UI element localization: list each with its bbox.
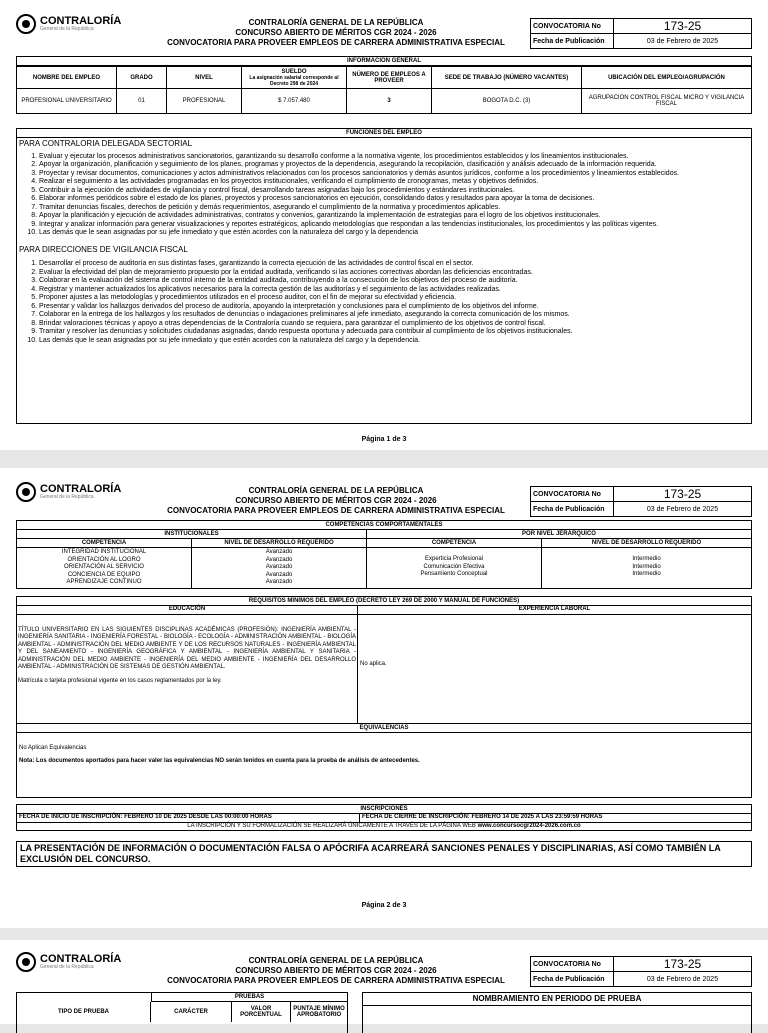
col-nivel: NIVEL [167, 67, 242, 89]
inscripcion-cierre: FECHA DE CIERRE DE INSCRIPCIÓN: FEBRERO 14 DE 2025 A LAS 23:59:59 HORAS [362, 814, 603, 820]
col-sueldo [242, 67, 347, 89]
nombramiento-title: NOMBRAMIENTO EN PERIODO DE PRUEBA [363, 993, 751, 1006]
header-title-2: CONCURSO ABIERTO DE MÉRITOS CGR 2024 - 2026 [235, 966, 437, 975]
col-nivel: NIVEL DE DESARROLLO REQUERIDO [542, 539, 752, 548]
convocatoria-label: CONVOCATORIA No [531, 957, 614, 971]
inscripcion-nota-text: LA INSCRIPCIÓN Y SU FORMALIZACIÓN SE REALIZARÁ ÚNICAMENTE A TRAVÉS DE LA PÁGINA WEB [187, 822, 478, 829]
logo-subtitle: General de la República [40, 963, 94, 970]
col-valor: VALOR PORCENTUAL [232, 1002, 291, 1022]
inscripcion-inicio: FECHA DE INICIO DE INSCRIPCIÓN: FEBRERO 10 DE 2025 DESDE LAS 00:00:00 HORAS [17, 814, 360, 822]
fecha-label: Fecha de Publicación [531, 972, 614, 986]
header-title-1: CONTRALORÍA GENERAL DE LA REPÚBLICA [248, 18, 424, 27]
list-item: 3. Colaborar en la evaluación del sistema de control interno de la entidad auditada, contribuyendo a la consecución de los objetivos del proceso de auditoría. [39, 277, 749, 286]
page-1 [0, 0, 768, 450]
cell-nombre: PROFESIONAL UNIVERSITARIO [17, 89, 117, 113]
list-item: 8. Apoyar la planificación y ejecución de actividades administrativas, contratos y convenios, garantizando la implementación de estrategias para el logro de los objetivos institucionales. [39, 212, 749, 221]
fecha-value: 03 de Febrero de 2025 [646, 505, 719, 513]
list-item: Avanzado [265, 564, 293, 570]
header-title-3: CONVOCATORIA PARA PROVEER EMPLEOS DE CARRERA ADMINISTRATIVA ESPECIAL [167, 506, 505, 515]
info-table [17, 66, 751, 113]
logo-emblem-icon [16, 14, 36, 34]
header-title-3: CONVOCATORIA PARA PROVEER EMPLEOS DE CARRERA ADMINISTRATIVA ESPECIAL [167, 976, 505, 985]
list-item: Comunicación Efectiva [423, 563, 485, 570]
inscripcion-url-link[interactable]: www.concursocgr2024-2026.com.co [477, 822, 581, 829]
col-puntaje: PUNTAJE MÍNIMO APROBATORIO [293, 1006, 345, 1018]
list-item: 4. Registrar y mantener actualizados los aplicativos necesarios para la correcta gestión de las auditorías y el seguimiento de las actividades realizadas. [39, 286, 749, 295]
list-item: 1. Evaluar y ejecutar los procesos administrativos sancionatorios, garantizando su desarrollo conforme a la normativa vigente, los procedimientos establecidos y los lineamientos institucionales. [39, 153, 749, 162]
col-competencia: COMPETENCIA [17, 539, 192, 548]
informacion-general [16, 56, 752, 114]
jer-title: POR NIVEL JERÁRQUICO [367, 530, 752, 539]
col-sueldo-note: La asignación salarial corresponde al Decreto 298 de 2024 [249, 74, 339, 87]
inscripcion-nota [17, 823, 751, 831]
page-number-2: Página 2 de 3 [361, 902, 407, 909]
list-item: 6. Elaborar informes periódicos sobre el estado de los planes, proyectos y procesos sancionatorios en ejecución, consolidando datos y resultados para apoyar la toma de decisiones. [39, 195, 749, 204]
page-header [16, 474, 752, 514]
header-title [136, 18, 536, 48]
list-item: 9. Tramitar y resolver las denuncias y solicitudes ciudadanas asignadas, dando respuesta oportuna y adecuada para contribuir al cumplimiento de los objetivos institucionales. [39, 328, 749, 337]
col-tipo: TIPO DE PRUEBA [17, 1002, 151, 1022]
requisitos-minimos [16, 596, 752, 798]
list-item: Avanzado [265, 571, 293, 578]
pruebas-headers [17, 1002, 347, 1022]
list-item: APRENDIZAJE CONTINUO [66, 579, 142, 585]
list-item: 1. Desarrollar el proceso de auditoría en sus distintas fases, garantizando la correcta ejecución de las actividades de control fiscal en el sector. [39, 260, 749, 269]
funciones-content [17, 140, 751, 345]
cell-sueldo: $ 7.057.480 [242, 89, 347, 113]
list-item: 6. Presentar y validar los hallazgos derivados del proceso de auditoría, apoyando la interpretación y conclusiones para el cumplimiento de los objetivos del informe. [39, 303, 749, 312]
header-title-2: CONCURSO ABIERTO DE MÉRITOS CGR 2024 - 2026 [235, 28, 437, 37]
cell-sede: BOGOTA D.C. (3) [432, 89, 582, 113]
page-2 [0, 468, 768, 928]
list-item: Avanzado [265, 556, 293, 563]
cell-ubicacion: AGRUPACION CONTROL FISCAL MICRO Y VIGILANCIA FISCAL [582, 89, 752, 113]
pruebas-table [16, 992, 348, 1033]
list-item: Avanzado [265, 579, 293, 585]
list-item: 10. Las demás que le sean asignadas por su jefe inmediato y que estén acordes con la naturaleza del cargo y la dependencia. [39, 337, 749, 346]
competencias-comportamentales [16, 520, 752, 589]
col-nombre: NOMBRE DEL EMPLEO [17, 67, 117, 89]
list-item: 3. Proyectar y revisar documentos, comunicaciones y actos administrativos relacionados con los procesos sancionatorios y demás asuntos jurídicos, conforme a los procedimientos y lineamientos establecidos. [39, 170, 749, 179]
col-ubicacion: UBICACIÓN DEL EMPLEO/AGRUPACIÓN [582, 67, 752, 89]
convocatoria-number: 173-25 [663, 957, 702, 971]
list-item: Intermedio [632, 556, 661, 562]
inscripciones-title: INSCRIPCIONES [17, 805, 751, 814]
funciones-sec2-list [19, 260, 749, 345]
inst-niveles [192, 548, 367, 588]
convocatoria-number: 173-25 [663, 487, 702, 501]
contraloria-logo [16, 952, 121, 972]
warning-falsedad: LA PRESENTACIÓN DE INFORMACIÓN O DOCUMENTACIÓN FALSA O APÓCRIFA ACARREARÁ SANCIONES PENALES Y DISCIPLINARIAS, ASÍ COMO TAMBIÉN LA EXCLUSIÓN DEL CONCURSO. [16, 841, 752, 867]
col-sede: SEDE DE TRABAJO (NÚMERO VACANTES) [432, 67, 582, 89]
list-item: Experticia Profesional [424, 556, 484, 562]
list-item: Intermedio [632, 571, 661, 577]
list-item: CONCIENCIA DE EQUIPO [67, 571, 141, 578]
header-title-2: CONCURSO ABIERTO DE MÉRITOS CGR 2024 - 2026 [235, 496, 437, 505]
header-title-1: CONTRALORÍA GENERAL DE LA REPÚBLICA [248, 956, 424, 965]
logo-emblem-icon [16, 482, 36, 502]
educacion-title: EDUCACIÓN [17, 606, 358, 614]
matricula-text: Matrícula o tarjeta profesional vigente en los casos reglamentados por la ley. [18, 677, 222, 684]
requisitos-body [17, 615, 751, 724]
col-numero: NÚMERO DE EMPLEOS A PROVEER [347, 67, 432, 89]
list-item: 5. Proponer ajustes a las metodologías y procedimientos utilizados en el proceso auditor, con el fin de mejorar su efectividad y eficiencia. [39, 294, 749, 303]
equivalencias-content [17, 733, 751, 766]
fecha-label: Fecha de Publicación [531, 502, 614, 516]
list-item: INTEGRIDAD INSTITUCIONAL [61, 549, 147, 555]
table-row [17, 89, 751, 113]
header-title-1: CONTRALORÍA GENERAL DE LA REPÚBLICA [248, 486, 424, 495]
nombramiento-box [362, 992, 752, 1033]
list-item: 2. Evaluar la efectividad del plan de mejoramiento propuesto por la entidad auditada, verificando si las acciones correctivas abordan las deficiencias encontradas. [39, 269, 749, 278]
col-sueldo-label: SUELDO [281, 68, 307, 75]
cell-grado: 01 [117, 89, 167, 113]
educacion-text: TÍTULO UNIVERSITARIO EN LAS SIGUIENTES DISCIPLINAS ACADÉMICAS (PROFESIÓN): INGENIERÍA AMBIENTAL - INGENIERÍA SANITARIA - INGENIERÍA FORESTAL - BIOLOGÍA - ECOLOGÍA - ADMINISTRACIÓN AMBIENTAL - BIOLOGÍA AMBIENTAL - ADMINISTRACIÓN DEL MEDIO AMBIENTE Y DE LOS RECURSOS NATURALES - INGENIERÍA AMBIENTAL Y DEL SANEAMIENTO - INGENIERÍA GEOGRÁFICA Y AMBIENTAL - INGENIERÍA AMBIENTAL Y SANITARIA - ADMINISTRACIÓN DEL MEDIO AMBIENTE - INGENIERÍA DEL MEDIO AMBIENTE - INGENIERÍA DEL DESARROLLO AMBIENTAL - ADMINISTRACIÓN DE SISTEMAS DE GESTIÓN AMBIENTAL. [18, 626, 356, 670]
list-item: 2. Apoyar la organización, planificación y seguimiento de los planes, programas y proyectos de la dependencia, asegurando la recopilación, clasificación y análisis adecuado de la información requerida. [39, 161, 749, 170]
col-caracter: CARÁCTER [151, 1002, 232, 1022]
logo-name: CONTRALORÍA [40, 952, 122, 965]
cell-nivel: PROFESIONAL [167, 89, 242, 113]
competencias-title: COMPETENCIAS COMPORTAMENTALES [17, 521, 751, 530]
col-grado: GRADO [117, 67, 167, 89]
col-competencia: COMPETENCIA [367, 539, 542, 548]
equivalencias-nota: Nota: Los documentos aportados para hacer valer las equivalencias NO serán tenidos en cuenta para la prueba de análisis de antecedentes. [19, 758, 420, 764]
inst-competencias [17, 548, 192, 588]
funciones-section-title: FUNCIONES DEL EMPLEO [17, 129, 751, 138]
convocatoria-box [530, 18, 752, 49]
page-number-1: Página 1 de 3 [361, 436, 407, 443]
equivalencias-text: No Aplican Equivalencias [19, 744, 87, 751]
inscripciones-fechas [17, 814, 751, 823]
list-item: 4. Realizar el seguimiento a las actividades programadas en los proyectos institucionales, verificando el cumplimiento de cronogramas, metas y objetivos definidos. [39, 178, 749, 187]
contraloria-logo [16, 14, 121, 34]
list-item: 7. Tramitar denuncias fiscales, derechos de petición y demás requerimientos, asegurando el cumplimiento de la normativa y procedimientos aplicables. [39, 204, 749, 213]
convocatoria-number: 173-25 [663, 19, 702, 33]
educacion-content [17, 615, 358, 723]
funciones-sec2-title: PARA DIRECCIONES DE VIGILANCIA FISCAL [19, 244, 188, 254]
page-header [16, 6, 752, 46]
fecha-label: Fecha de Publicación [531, 34, 614, 48]
list-item: 9. Integrar y analizar información para generar visualizaciones y reportes estratégicos, aplicando metodologías que respondan a las tendencias institucionales, los procedimientos y las políticas vigentes. [39, 221, 749, 230]
inst-title: INSTITUCIONALES [17, 530, 367, 539]
list-item: 8. Brindar valoraciones técnicas y apoyo a otras dependencias de la Contraloría cuando se requiera, para garantizar el cumplimiento de los objetivos de control fiscal. [39, 320, 749, 329]
experiencia-text: No aplica. [360, 660, 387, 667]
logo-subtitle: General de la República [40, 25, 94, 32]
list-item: ORIENTACIÓN AL LOGRO [67, 556, 141, 563]
inscripciones [16, 804, 752, 831]
list-item: 10. Las demás que le sean asignadas por su jefe inmediato y que estén acordes con la naturaleza del cargo y la dependencia [39, 229, 749, 238]
convocatoria-box [530, 486, 752, 517]
list-item: 5. Contribuir a la ejecución de actividades de vigilancia y control fiscal, desarrollando tareas asignadas bajo los procedimientos y estándares institucionales. [39, 187, 749, 196]
list-item: Pensamiento Conceptual [420, 571, 488, 577]
page-header [16, 944, 752, 984]
logo-name: CONTRALORÍA [40, 482, 122, 495]
header-title [136, 486, 536, 516]
page-3 [0, 940, 768, 1024]
cell-numero: 3 [347, 89, 432, 113]
logo-subtitle: General de la República [40, 493, 94, 500]
logo-emblem-icon [16, 952, 36, 972]
list-item: ORIENTACIÓN AL SERVICIO [64, 564, 144, 570]
funciones-sec1-title: PARA CONTRALORIA DELEGADA SECTORIAL [19, 139, 193, 148]
list-item: Intermedio [632, 563, 661, 570]
experiencia-title: EXPERIENCIA LABORAL [518, 606, 591, 612]
list-item: 7. Colaborar en la entrega de los hallazgos y los resultados de denuncias o indagaciones preliminares al jefe inmediato, asegurando la correcta comunicación de los mismos. [39, 311, 749, 320]
list-item: Avanzado [265, 549, 293, 555]
header-title [136, 956, 536, 986]
col-nivel: NIVEL DE DESARROLLO REQUERIDO [192, 539, 367, 548]
competencias-table [17, 530, 751, 588]
header-title-3: CONVOCATORIA PARA PROVEER EMPLEOS DE CARRERA ADMINISTRATIVA ESPECIAL [167, 38, 505, 47]
fecha-value: 03 de Febrero de 2025 [646, 975, 719, 983]
funciones-empleo [16, 128, 752, 424]
contraloria-logo [16, 482, 121, 502]
convocatoria-box [530, 956, 752, 987]
funciones-sec1-list [19, 153, 749, 238]
fecha-value: 03 de Febrero de 2025 [646, 37, 719, 45]
requisitos-title: REQUISITOS MÍNIMOS DEL EMPLEO (DECRETO LEY 269 DE 2000 Y MANUAL DE FUNCIONES) [17, 597, 751, 606]
jer-niveles [542, 548, 752, 588]
requisitos-headers [17, 606, 751, 615]
convocatoria-label: CONVOCATORIA No [531, 487, 614, 501]
convocatoria-label: CONVOCATORIA No [531, 19, 614, 33]
info-section-title: INFORMACIÓN GENERAL [17, 57, 751, 66]
jer-competencias [367, 548, 542, 588]
equivalencias-title: EQUIVALENCIAS [17, 724, 751, 733]
logo-name: CONTRALORÍA [40, 14, 122, 27]
pruebas-title: PRUEBAS [151, 993, 347, 1002]
